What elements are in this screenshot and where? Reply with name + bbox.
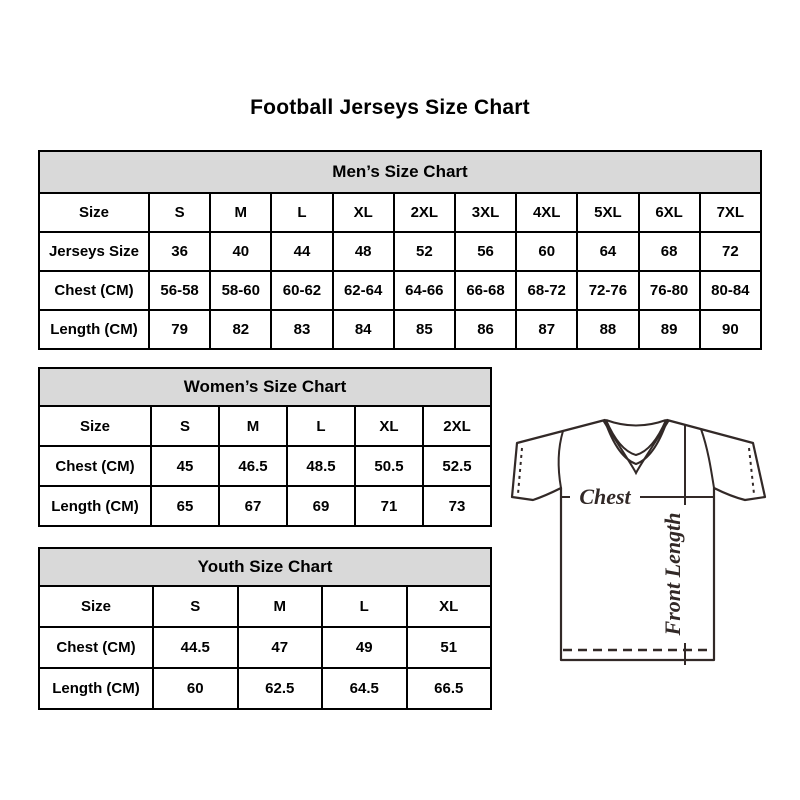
table-cell: 64-66 <box>394 271 455 310</box>
row-label: Chest (CM) <box>39 271 149 310</box>
youth-table-title: Youth Size Chart <box>39 548 491 586</box>
table-cell: 62-64 <box>333 271 394 310</box>
table-cell: S <box>149 193 210 232</box>
table-cell: 79 <box>149 310 210 349</box>
table-cell: 76-80 <box>639 271 700 310</box>
table-cell: 67 <box>219 486 287 526</box>
row-label: Size <box>39 406 151 446</box>
table-cell: 3XL <box>455 193 516 232</box>
table-cell: 5XL <box>577 193 638 232</box>
table-cell: XL <box>407 586 492 627</box>
table-cell: 89 <box>639 310 700 349</box>
table-cell: 80-84 <box>700 271 761 310</box>
table-cell: 72-76 <box>577 271 638 310</box>
table-row <box>39 668 491 709</box>
table-cell: 56-58 <box>149 271 210 310</box>
table-cell: 48.5 <box>287 446 355 486</box>
table-cell: 83 <box>271 310 332 349</box>
table-cell: M <box>210 193 271 232</box>
table-cell: 45 <box>151 446 219 486</box>
table-cell: 65 <box>151 486 219 526</box>
row-label: Size <box>39 193 149 232</box>
row-label: Length (CM) <box>39 486 151 526</box>
table-cell: 4XL <box>516 193 577 232</box>
jersey-outline <box>512 420 765 660</box>
row-label: Chest (CM) <box>39 446 151 486</box>
table-cell: 90 <box>700 310 761 349</box>
table-cell: 64.5 <box>322 668 407 709</box>
table-row <box>39 446 491 486</box>
table-cell: 68 <box>639 232 700 271</box>
table-cell: 86 <box>455 310 516 349</box>
row-label: Length (CM) <box>39 668 153 709</box>
table-row <box>39 151 761 193</box>
table-cell: L <box>271 193 332 232</box>
table-cell: 52 <box>394 232 455 271</box>
table-cell: 7XL <box>700 193 761 232</box>
table-cell: 73 <box>423 486 491 526</box>
table-cell: 56 <box>455 232 516 271</box>
table-cell: 44.5 <box>153 627 238 668</box>
mens-table-title: Men’s Size Chart <box>39 151 761 193</box>
table-cell: 64 <box>577 232 638 271</box>
chest-label: Chest <box>579 484 631 509</box>
row-label: Size <box>39 586 153 627</box>
table-cell: XL <box>333 193 394 232</box>
table-cell: 2XL <box>423 406 491 446</box>
table-cell: 60 <box>516 232 577 271</box>
table-cell: 6XL <box>639 193 700 232</box>
table-cell: 66.5 <box>407 668 492 709</box>
table-cell: 49 <box>322 627 407 668</box>
table-cell: 40 <box>210 232 271 271</box>
table-cell: 85 <box>394 310 455 349</box>
jersey-seam-left <box>559 431 563 488</box>
table-cell: 50.5 <box>355 446 423 486</box>
table-row <box>39 271 761 310</box>
table-cell: 48 <box>333 232 394 271</box>
womens-size-table <box>38 367 492 527</box>
table-cell: 88 <box>577 310 638 349</box>
row-label: Jerseys Size <box>39 232 149 271</box>
womens-table-title: Women’s Size Chart <box>39 368 491 406</box>
table-cell: 47 <box>238 627 323 668</box>
row-label: Chest (CM) <box>39 627 153 668</box>
table-cell: 69 <box>287 486 355 526</box>
front-length-label: Front Length <box>660 512 685 636</box>
cuff-dash-right <box>749 448 754 494</box>
table-cell: L <box>287 406 355 446</box>
table-cell: 2XL <box>394 193 455 232</box>
table-row <box>39 548 491 586</box>
table-cell: 68-72 <box>516 271 577 310</box>
youth-size-table <box>38 547 492 710</box>
table-cell: S <box>151 406 219 446</box>
table-row <box>39 406 491 446</box>
table-cell: 52.5 <box>423 446 491 486</box>
jersey-diagram <box>505 405 775 670</box>
table-cell: 36 <box>149 232 210 271</box>
table-cell: 62.5 <box>238 668 323 709</box>
table-cell: 82 <box>210 310 271 349</box>
page-title: Football Jerseys Size Chart <box>250 96 530 119</box>
table-cell: 46.5 <box>219 446 287 486</box>
row-label: Length (CM) <box>39 310 149 349</box>
table-row <box>39 627 491 668</box>
table-cell: M <box>238 586 323 627</box>
table-cell: 60-62 <box>271 271 332 310</box>
table-row <box>39 586 491 627</box>
jersey-seam-right <box>701 429 714 488</box>
table-row <box>39 193 761 232</box>
table-row <box>39 310 761 349</box>
table-cell: 72 <box>700 232 761 271</box>
table-cell: 87 <box>516 310 577 349</box>
table-cell: 71 <box>355 486 423 526</box>
cuff-dash-left <box>518 448 522 494</box>
table-cell: S <box>153 586 238 627</box>
jersey-collar <box>606 420 666 426</box>
table-cell: 84 <box>333 310 394 349</box>
table-cell: 51 <box>407 627 492 668</box>
table-cell: 66-68 <box>455 271 516 310</box>
table-row <box>39 486 491 526</box>
table-row <box>39 368 491 406</box>
table-cell: 58-60 <box>210 271 271 310</box>
table-cell: L <box>322 586 407 627</box>
table-row <box>39 232 761 271</box>
mens-size-table <box>38 150 762 350</box>
table-cell: M <box>219 406 287 446</box>
jersey-collar-band-inner <box>605 421 667 464</box>
table-cell: XL <box>355 406 423 446</box>
table-cell: 60 <box>153 668 238 709</box>
table-cell: 44 <box>271 232 332 271</box>
